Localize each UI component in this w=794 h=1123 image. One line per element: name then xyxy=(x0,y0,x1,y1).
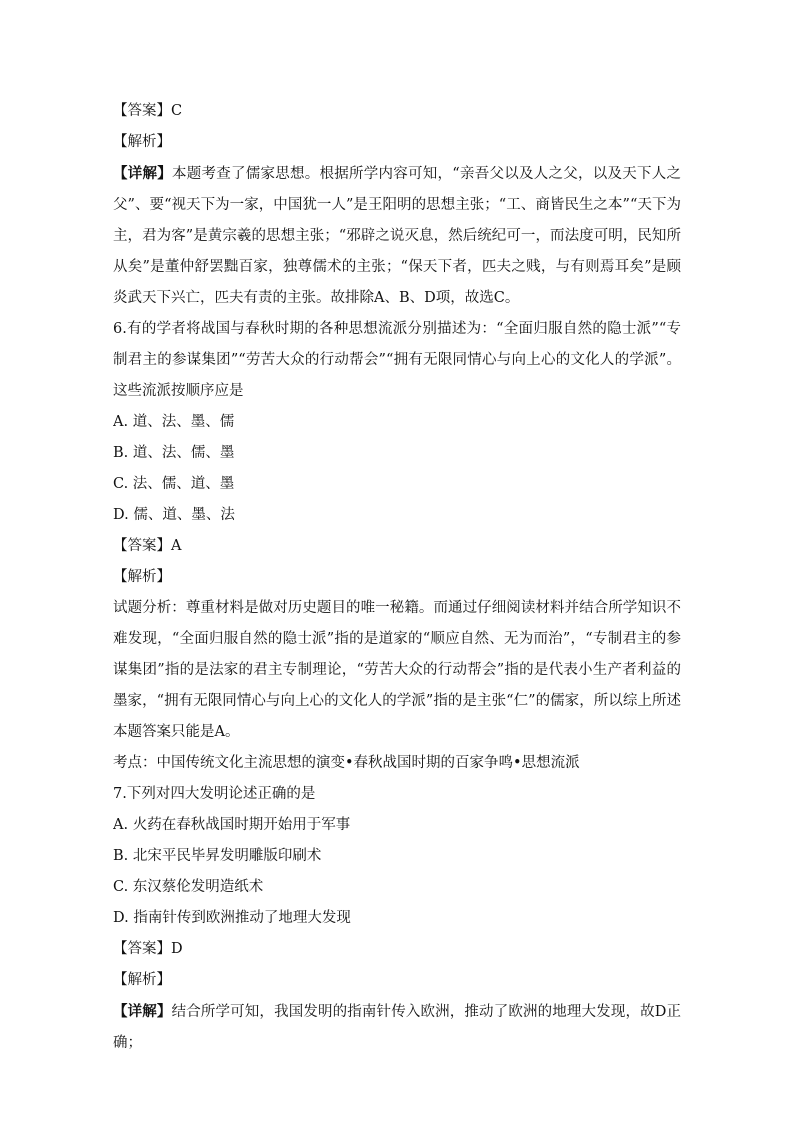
q7-option-c: C. 东汉蔡伦发明造纸术 xyxy=(113,879,264,895)
q6-option-a: A. 道、法、墨、儒 xyxy=(113,414,235,430)
q7-stem: 7.下列对四大发明论述正确的是 xyxy=(113,786,316,802)
q5-detail xyxy=(113,158,681,314)
document-page xyxy=(113,96,681,1059)
q6-option-d: D. 儒、道、墨、法 xyxy=(113,507,235,523)
q5-detail-tag: 【详解】 xyxy=(113,165,173,182)
q6-analysis-text: 试题分析：尊重材料是做对历史题目的唯一秘籍。而通过仔细阅读材料并结合所学知识不难发现，“全面归服自然的隐士派”指的是道家的“顺应自然、无为而治”，“专制君主的参谋集团”指的是法家的君主专制理论，“劳苦大众的行动帮会”指的是代表小生产者利益的墨家，“拥有无限同情心与向上心的文化人的学派”指的是主张“仁”的儒家，所以综上所述本题答案只能是A。 xyxy=(113,600,681,740)
q7-answer: 【答案】D xyxy=(113,941,183,957)
q6-stem: 6.有的学者将战国与春秋时期的各种思想流派分别描述为：“全面归服自然的隐士派”“专制君主的参谋集团”“劳苦大众的行动帮会”“拥有无限同情心与向上心的文化人的学派”。这些流派按顺序应是 xyxy=(113,321,681,399)
q7-option-b: B. 北宋平民毕昇发明雕版印刷术 xyxy=(113,848,322,864)
q6-analysis-label: 【解析】 xyxy=(113,569,171,585)
q7-option-d: D. 指南针传到欧洲推动了地理大发现 xyxy=(113,910,351,926)
q7-detail-text: 结合所学可知，我国发明的指南针传入欧洲，推动了欧洲的地理大发现，故D正确； xyxy=(113,1004,682,1051)
q6-option-c: C. 法、儒、道、墨 xyxy=(113,476,235,492)
q7-analysis-label: 【解析】 xyxy=(113,972,171,988)
q5-analysis-label: 【解析】 xyxy=(113,134,171,150)
q5-detail-text: 本题考查了儒家思想。根据所学内容可知，“亲吾父以及人之父，以及天下人之父”、要“视天下为一家，中国犹一人”是王阳明的思想主张；“工、商皆民生之本”“天下为主，君为客”是黄宗羲的思想主张；“邪辟之说灭息，然后统纪可一，而法度可明，民知所从矣”是董仲舒罢黜百家，独尊儒术的主张；“保天下者，匹夫之贱，与有则焉耳矣”是顾炎武天下兴亡，匹夫有责的主张。故排除A、B、D项，故选C。 xyxy=(113,166,681,306)
q7-detail xyxy=(113,996,681,1059)
q6-answer: 【答案】A xyxy=(113,538,182,554)
q6-kaodian: 考点：中国传统文化主流思想的演变•春秋战国时期的百家争鸣•思想流派 xyxy=(113,755,580,771)
q7-detail-tag: 【详解】 xyxy=(113,1003,172,1020)
q6-option-b: B. 道、法、儒、墨 xyxy=(113,445,235,461)
q5-answer: 【答案】C xyxy=(113,103,183,119)
q7-option-a: A. 火药在春秋战国时期开始用于军事 xyxy=(113,817,351,833)
